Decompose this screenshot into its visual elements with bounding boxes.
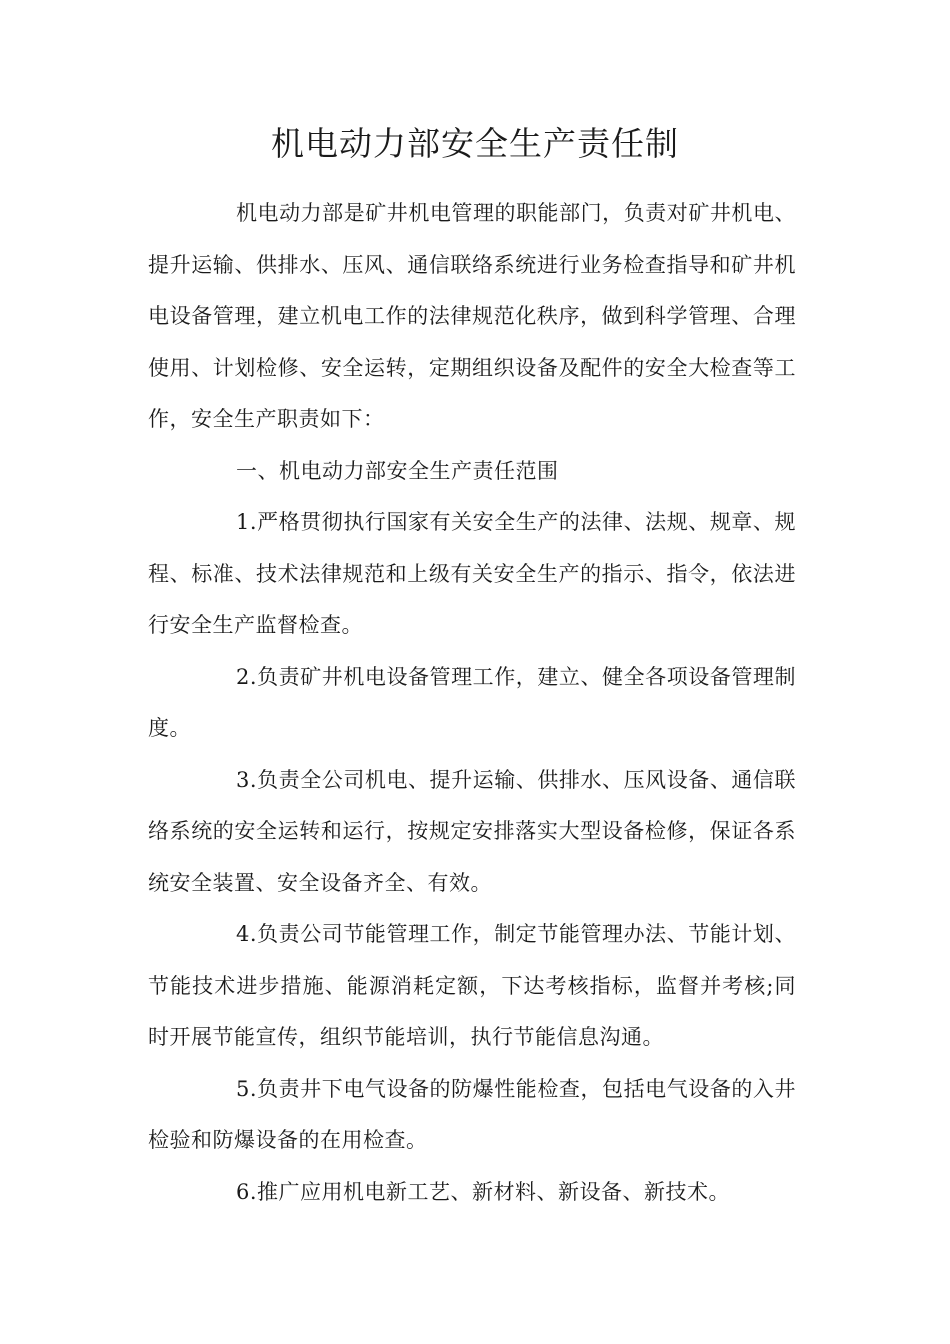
- section-heading: 一、机电动力部安全生产责任范围: [236, 458, 559, 483]
- item-paragraph-4: 4.负责公司节能管理工作，制定节能管理办法、节能计划、节能技术进步措施、能源消耗定额，下达考核指标，监督并考核;同时开展节能宣传，组织节能培训，执行节能信息沟通。: [148, 922, 796, 1049]
- item-paragraph-6: 6.推广应用机电新工艺、新材料、新设备、新技术。: [236, 1179, 731, 1204]
- item-paragraph-1: 1.严格贯彻执行国家有关安全生产的法律、法规、规章、规程、标准、技术法律规范和上级有关安全生产的指示、指令，依法进行安全生产监督检查。: [148, 510, 796, 637]
- document-body: [148, 188, 796, 1218]
- item-paragraph-5: 5.负责井下电气设备的防爆性能检查，包括电气设备的入井检验和防爆设备的在用检查。: [148, 1076, 796, 1152]
- document-title: 机电动力部安全生产责任制: [271, 124, 679, 163]
- item-paragraph-3: 3.负责全公司机电、提升运输、供排水、压风设备、通信联络系统的安全运转和运行，按规定安排落实大型设备检修，保证各系统安全装置、安全设备齐全、有效。: [148, 767, 796, 895]
- intro-paragraph: 机电动力部是矿井机电管理的职能部门，负责对矿井机电、提升运输、供排水、压风、通信联络系统进行业务检查指导和矿井机电设备管理，建立机电工作的法律规范化秩序，做到科学管理、合理使用、计划检修、安全运转，定期组织设备及配件的安全大检查等工作，安全生产职责如下：: [148, 201, 796, 431]
- item-paragraph-2: 2.负责矿井机电设备管理工作，建立、健全各项设备管理制度。: [148, 664, 796, 740]
